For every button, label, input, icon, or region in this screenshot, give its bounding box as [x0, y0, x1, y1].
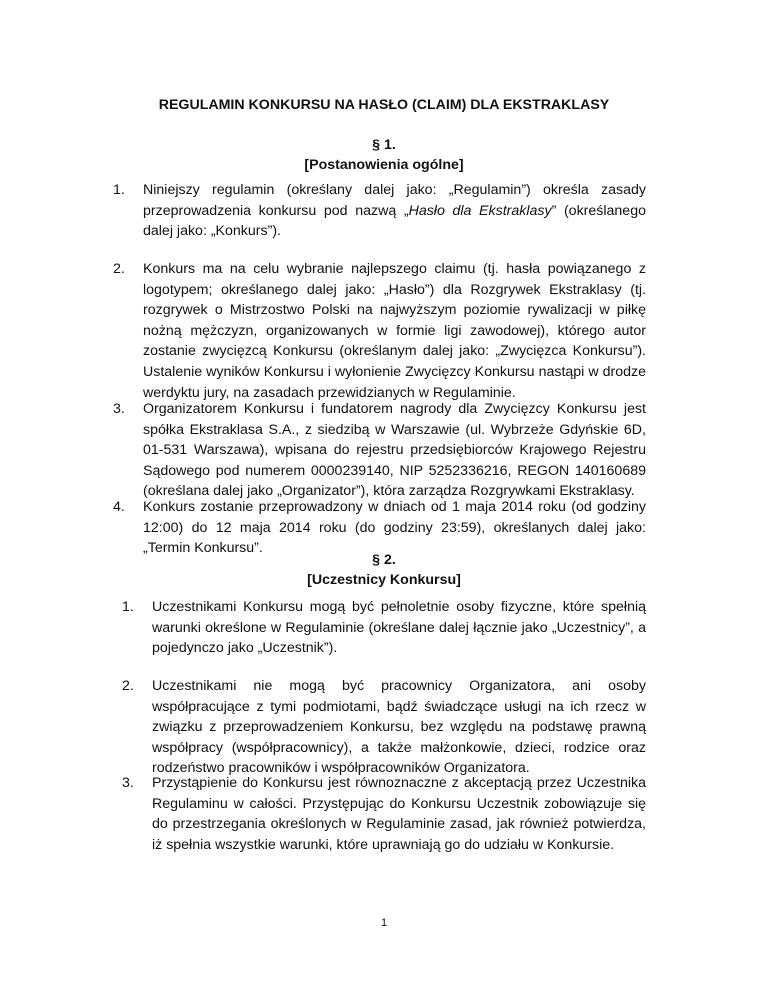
item-number: 3. [122, 775, 134, 791]
item-text: Uczestnikami Konkursu mogą być pełnoletnie osoby fizyczne, które spełnią warunki określone w Regulaminie (określane dalej łącznie jako „Uczestnicy”, a pojedynczo jako „Uczestnik”). [152, 599, 646, 657]
item-text-after: ” (określanego dalej jako: „Konkurs”). [143, 202, 646, 240]
item-text: Konkurs zostanie przeprowadzony w dniach od 1 maja 2014 roku (od godziny 12:00) do 12 maja 2014 roku (do godziny 23:59), określanych dalej jako: „Termin Konkursu”. [143, 499, 646, 557]
section-2-item-2 [122, 676, 646, 779]
page-number: 1 [380, 917, 388, 929]
item-text: Konkurs ma na celu wybranie najlepszego claimu (tj. hasła powiązanego z logotypem; określanego dalej jako: „Hasło”) dla Rozgrywek Ekstraklasy (tj. rozgrywek o Mistrzostwo Polski na najwyższym poziomie rywalizacji w piłkę nożną mężczyzn, organizowanych w formie ligi zawodowej), którego autor zostanie zwycięzcą Konkursu (określanym dalej jako: „Zwycięzca Konkursu”). Ustalenie wyników Konkursu i wyłonienie Zwycięzcy Konkursu nastąpi w drodze werdyktu jury, na zasadach przewidzianych w Regulaminie. [143, 261, 646, 401]
section-2-item-1 [122, 597, 646, 659]
section-1-title: [Postanowienia ogólne] [304, 157, 464, 173]
item-number: 3. [113, 401, 125, 417]
section-2-symbol: § 2. [372, 552, 396, 568]
item-number: 2. [122, 678, 134, 694]
item-text-italic: Hasło dla Ekstraklasy [408, 202, 552, 219]
item-number: 1. [113, 182, 125, 198]
item-number: 2. [113, 261, 125, 277]
section-2-item-3 [122, 773, 646, 855]
item-number: 4. [113, 499, 125, 515]
document-title: REGULAMIN KONKURSU NA HASŁO (CLAIM) DLA EKSTRAKLASY [158, 97, 610, 113]
section-1-symbol: § 1. [372, 137, 396, 153]
section-1-heading [0, 135, 768, 175]
item-text: Przystąpienie do Konkursu jest równoznaczne z akceptacją przez Uczestnika Regulaminu w całości. Przystępując do Konkursu Uczestnik zobowiązuje się do przestrzegania określonych w Regulaminie zasad, jak również potwierdza, iż spełnia wszystkie warunki, które uprawniają go do udziału w Konkursie. [152, 775, 646, 853]
item-text: Uczestnikami nie mogą być pracownicy Organizatora, ani osoby współpracujące z tymi podmiotami, bądź świadczące usługi na ich rzecz w związku z przeprowadzeniem Konkursu, bez względu na podstawę prawną współpracy (współpracownicy), a także małżonkowie, dzieci, rodzice oraz rodzeństwo pracowników i współpracowników Organizatora. [152, 678, 646, 777]
item-number: 1. [122, 599, 134, 615]
section-2-title: [Uczestnicy Konkursu] [307, 572, 461, 588]
item-text: Organizatorem Konkursu i fundatorem nagrody dla Zwycięzcy Konkursu jest spółka Ekstraklasa S.A., z siedzibą w Warszawie (ul. Wybrzeże Gdyńskie 6D, 01-531 Warszawa), wpisana do rejestru przedsiębiorców Krajowego Rejestru Sądowego pod numerem 0000239140, NIP 5252336216, REGON 140160689 (określana dalej jako „Organizator”), która zarządza Rozgrywkami Ekstraklasy. [143, 401, 646, 500]
section-1-item-3 [113, 399, 646, 502]
section-2-heading [0, 550, 768, 590]
section-1-item-1 [113, 180, 646, 242]
section-1-item-2 [113, 259, 646, 403]
item-text-before: Niniejszy regulamin (określany dalej jako: „Regulamin”) określa zasady przeprowadzenia konkursu pod nazwą „ [143, 182, 646, 219]
